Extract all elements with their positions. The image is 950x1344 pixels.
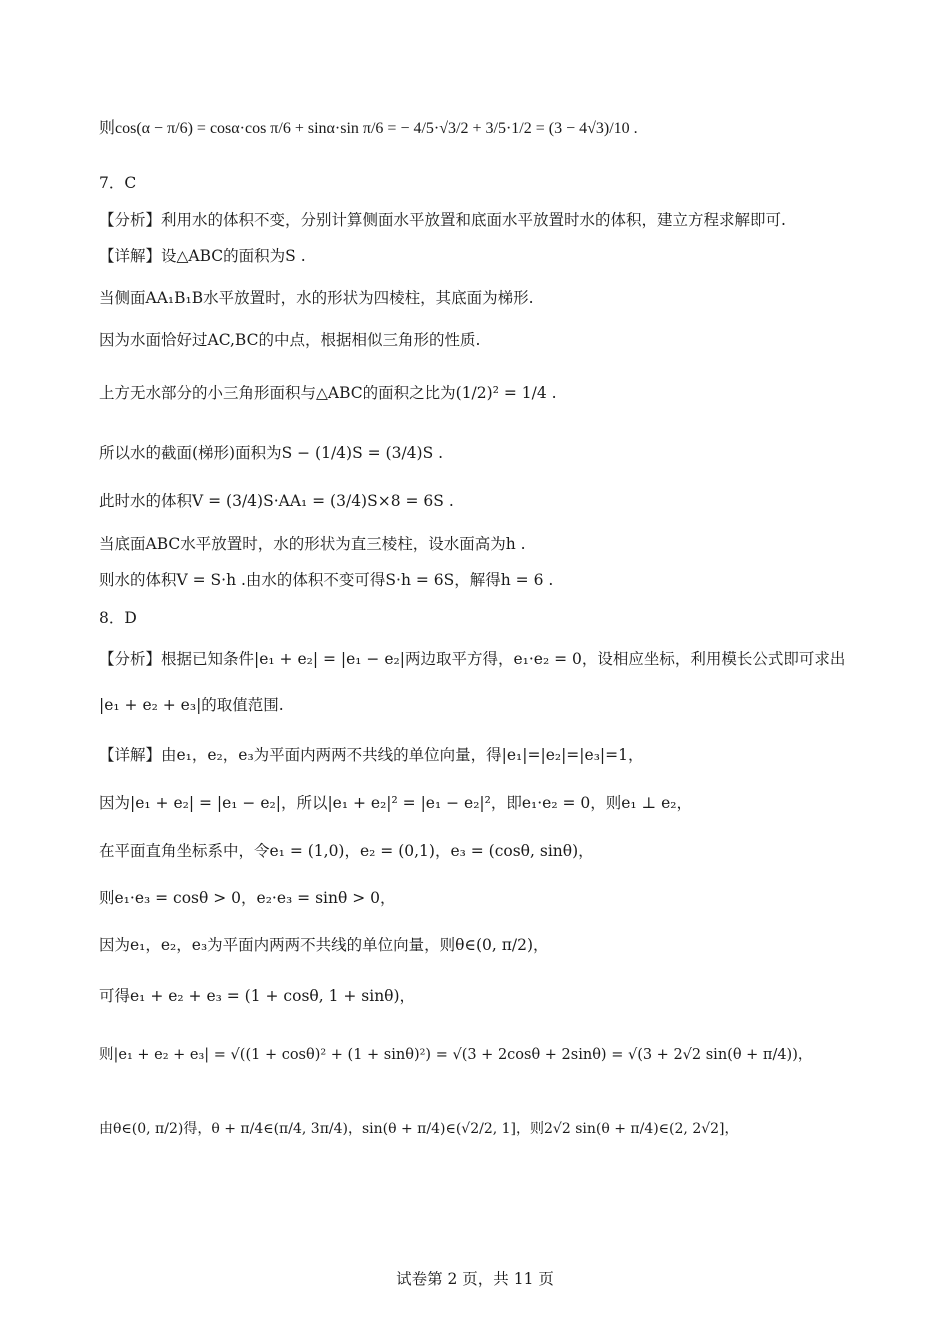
text-line: 当侧面AA₁B₁B水平放置时，水的形状为四棱柱，其底面为梯形. <box>99 289 534 307</box>
text-line: 则e₁·e₃ = cosθ > 0，e₂·e₃ = sinθ > 0， <box>99 889 396 907</box>
text-line: 【分析】利用水的体积不变，分别计算侧面水平放置和底面水平放置时水的体积，建立方程求解即可. <box>99 211 786 229</box>
answer-8: 8．D <box>99 609 137 627</box>
page-footer: 试卷第 2 页，共 11 页 <box>396 1270 554 1288</box>
answer-7: 7．C <box>99 174 137 192</box>
text-line: 由θ∈(0, π/2)得，θ + π/4∈(π/4, 3π/4)，sin(θ + π/4)∈(√2/2, 1]，则2√2 sin(θ + π/4)∈(2, 2√2]， <box>99 1121 739 1137</box>
text-line: 上方无水部分的小三角形面积与△ABC的面积之比为(1/2)² = 1/4 . <box>99 384 557 402</box>
text-line: 【分析】根据已知条件|e₁ + e₂| = |e₁ − e₂|两边取平方得，e₁·e₂ = 0，设相应坐标，利用模长公式即可求出 <box>99 650 846 668</box>
text-line: |e₁ + e₂ + e₃|的取值范围. <box>99 696 284 714</box>
text-line: 则水的体积V = S·h .由水的体积不变可得S·h = 6S，解得h = 6 . <box>99 571 554 589</box>
text-line: 【详解】设△ABC的面积为S . <box>99 247 306 265</box>
text-line: 因为e₁，e₂，e₃为平面内两两不共线的单位向量，则θ∈(0, π/2)， <box>99 936 549 954</box>
text-line: 因为|e₁ + e₂| = |e₁ − e₂|，所以|e₁ + e₂|² = |e₁ − e₂|²，即e₁·e₂ = 0，则e₁ ⊥ e₂， <box>99 794 692 812</box>
text-line: 则cos(α − π/6) = cosα·cos π/6 + sinα·sin π/6 = − 4/5·√3/2 + 3/5·1/2 = (3 − 4√3)/10 . <box>99 120 638 137</box>
text-line: 当底面ABC水平放置时，水的形状为直三棱柱，设水面高为h . <box>99 535 526 553</box>
text-line: 此时水的体积V = (3/4)S·AA₁ = (3/4)S×8 = 6S . <box>99 492 454 510</box>
text-line: 所以水的截面(梯形)面积为S − (1/4)S = (3/4)S . <box>99 444 444 462</box>
text-line: 则|e₁ + e₂ + e₃| = √((1 + cosθ)² + (1 + sinθ)²) = √(3 + 2cosθ + 2sinθ) = √(3 + 2√2 sin(θ + π/4))， <box>99 1047 813 1063</box>
text-line: 【详解】由e₁，e₂，e₃为平面内两两不共线的单位向量，得|e₁|=|e₂|=|e₃|=1， <box>99 746 644 764</box>
text-line: 在平面直角坐标系中，令e₁ = (1,0)，e₂ = (0,1)，e₃ = (cosθ, sinθ)， <box>99 842 594 860</box>
text-line: 因为水面恰好过AC,BC的中点，根据相似三角形的性质. <box>99 331 481 349</box>
text-line: 可得e₁ + e₂ + e₃ = (1 + cosθ, 1 + sinθ)， <box>99 987 416 1005</box>
